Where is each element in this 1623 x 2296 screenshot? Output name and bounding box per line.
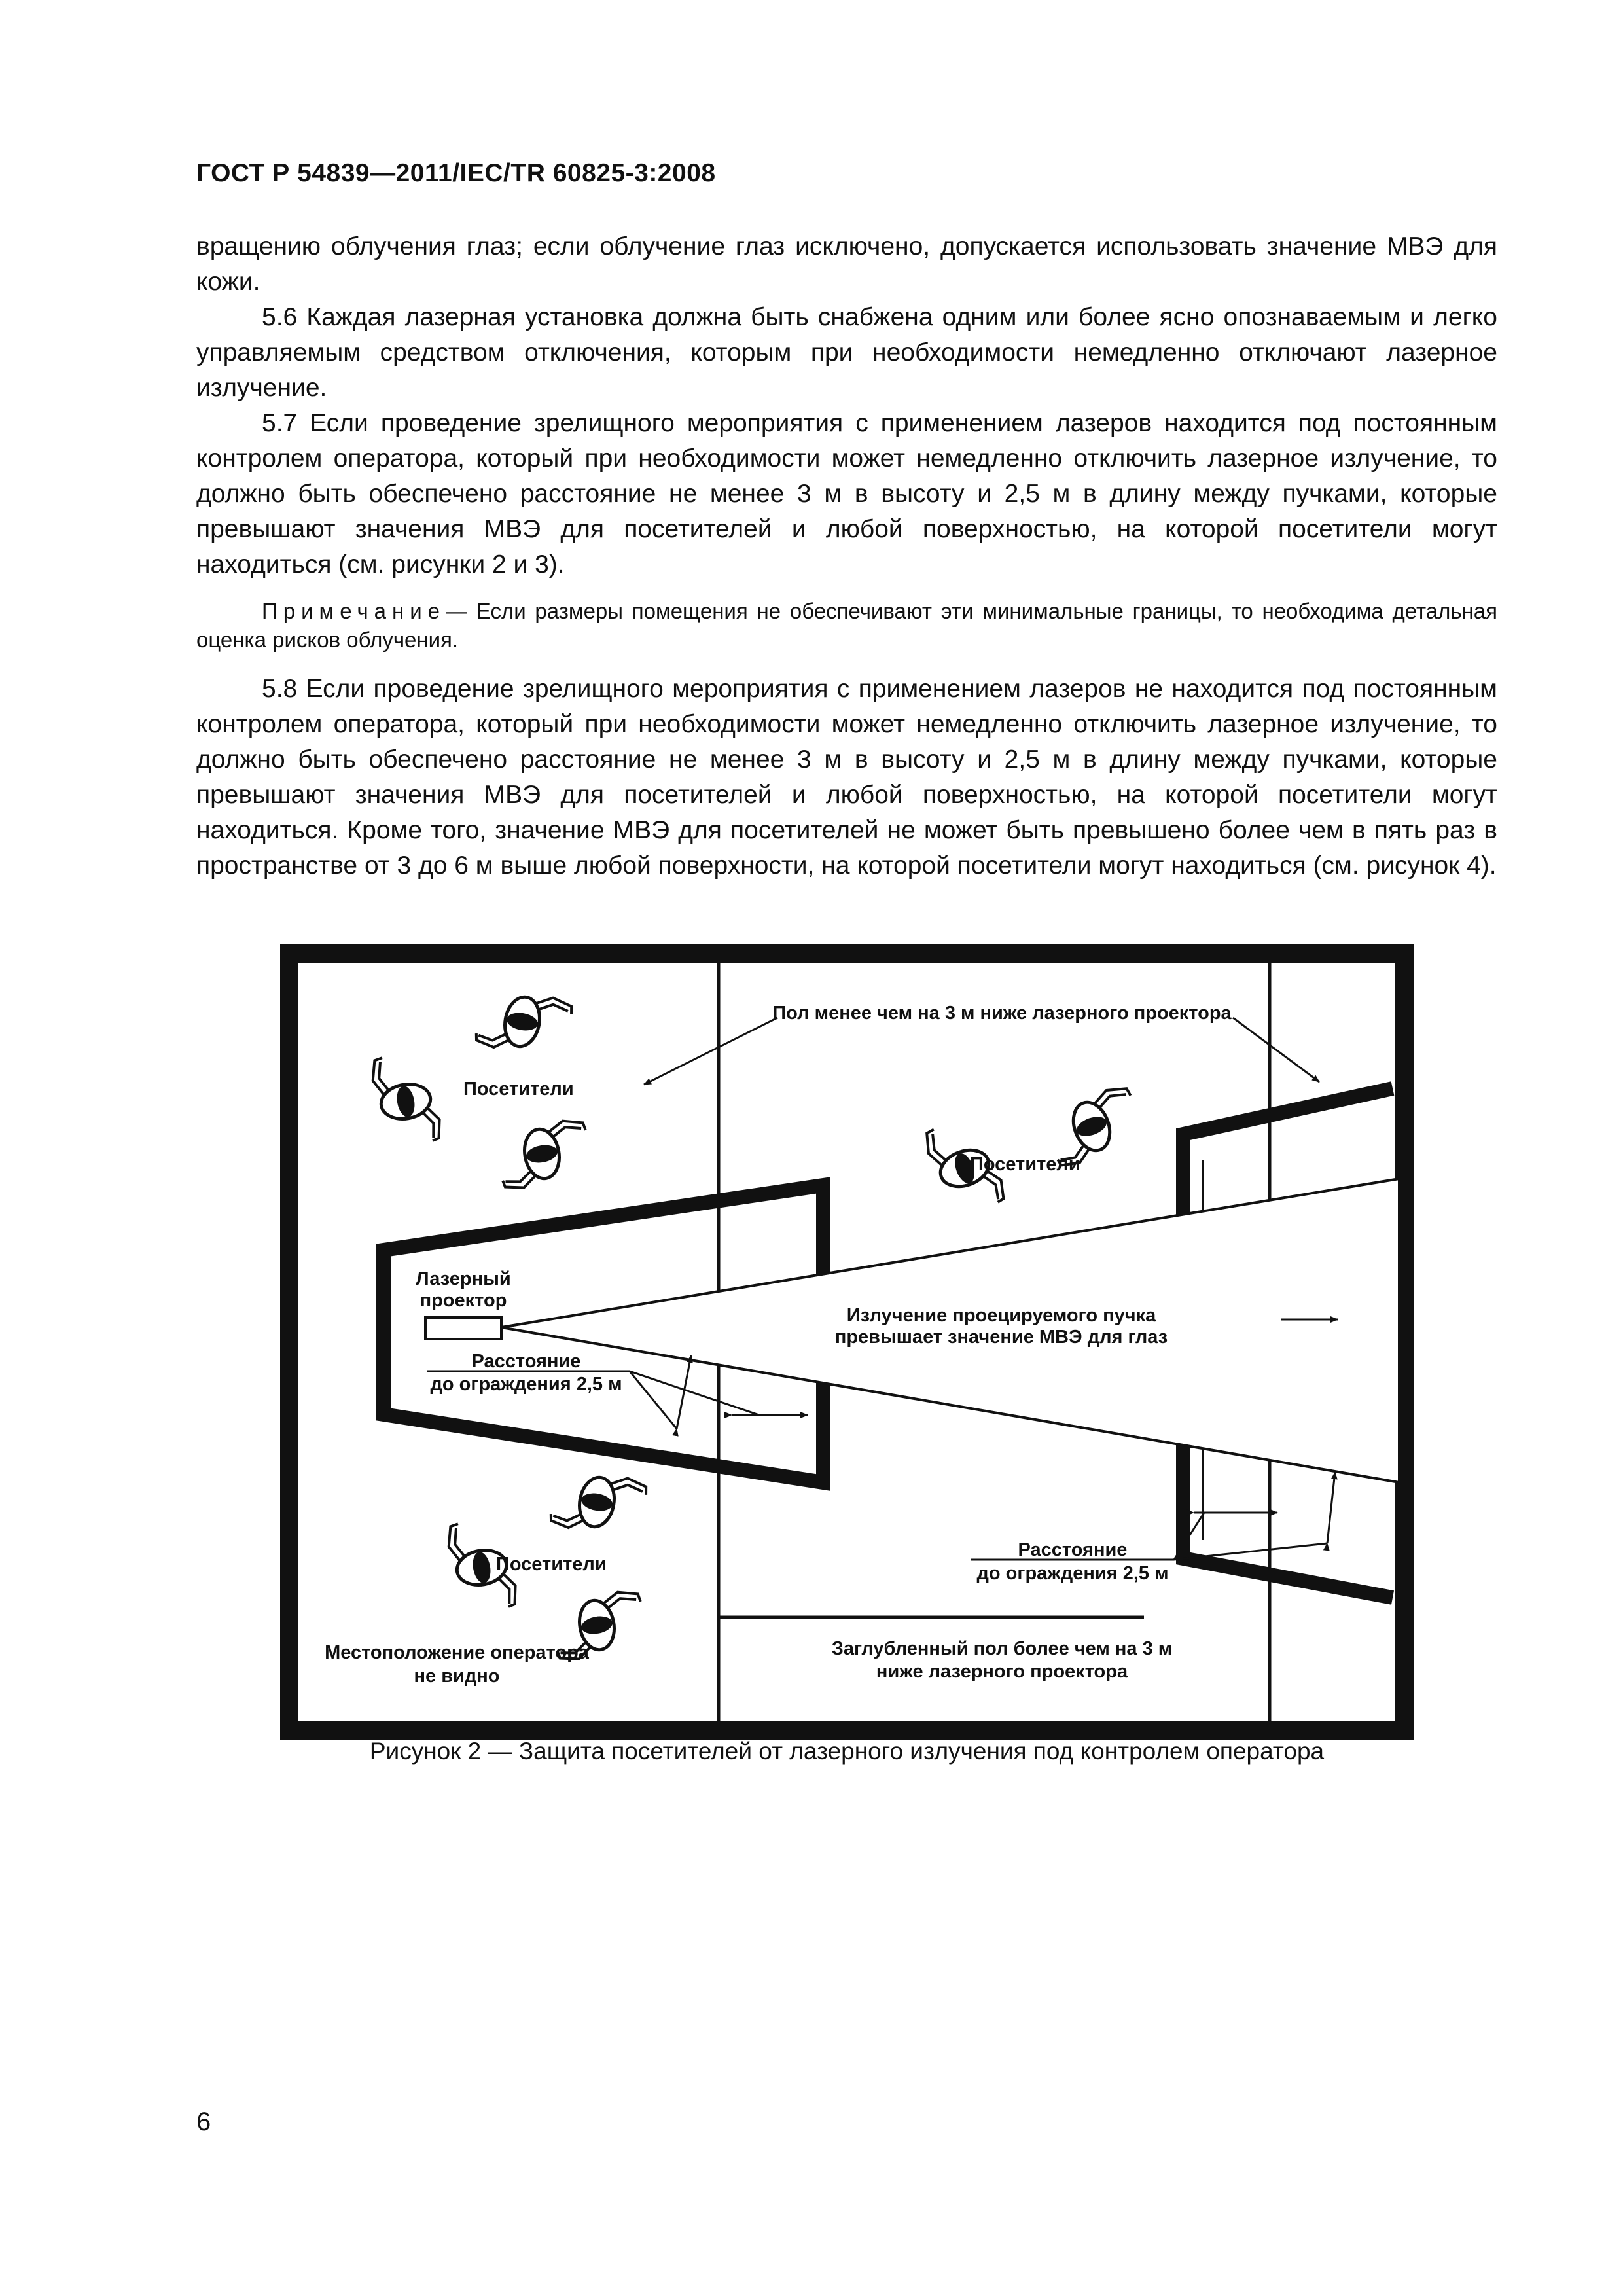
note-text: — Если размеры помещения не обеспечивают эти минимальные границы, то необходима детальная оценка рисков облучения. xyxy=(196,599,1497,652)
figure-diagram xyxy=(280,944,1414,1740)
paragraph-5-8: 5.8 Если проведение зрелищного мероприятия с применением лазеров не находится под постоянным контролем оператора, который при необходимости может немедленно отключить лазерное излучение, то должно быть обеспечено расстояние не менее 3 м в высоту и 2,5 м в длину между пучками, которые превышают значения МВЭ для посетителей и любой поверхностью, на которой посетители могут находиться. Кроме того, значение МВЭ для посетителей не может быть превышено более чем в пять раз в пространстве от 3 до 6 м выше любой поверхности, на которой посетители могут находиться (см. рисунок 4). xyxy=(196,675,1497,880)
floor-label-leader-right xyxy=(1233,1018,1319,1082)
floor-label-leader-left xyxy=(644,1018,777,1085)
projector-box xyxy=(425,1318,501,1339)
beam-label-line1: Излучение проецируемого пучка xyxy=(846,1305,1156,1326)
paragraph-continuation: вращению облучения глаз; если облучение глаз исключено, допускается использовать значение МВЭ для кожи. xyxy=(196,232,1497,296)
projector-label-line2: проектор xyxy=(419,1290,507,1311)
sunken-floor-line2: ниже лазерного проектора xyxy=(876,1661,1128,1682)
distance-right-line1: Расстояние xyxy=(1018,1539,1128,1560)
note xyxy=(196,597,1497,655)
beam-label-line2: превышает значение МВЭ для глаз xyxy=(834,1327,1168,1348)
distance-right-line2: до ограждения 2,5 м xyxy=(976,1563,1169,1584)
distance-left-line1: Расстояние xyxy=(471,1351,581,1372)
note-label: Примечание xyxy=(262,599,446,623)
figure-2 xyxy=(280,944,1414,1740)
projector-label-line1: Лазерный xyxy=(416,1268,511,1289)
figure-caption: Рисунок 2 — Защита посетителей от лазерного излучения под контролем оператора xyxy=(369,1738,1325,1765)
paragraph-5-6: 5.6 Каждая лазерная установка должна быть снабжена одним или более ясно опознаваемым и легко управляемым средством отключения, которым при необходимости немедленно отключают лазерное излучение. xyxy=(196,303,1497,402)
operator-label-line2: не видно xyxy=(414,1666,500,1687)
visitors-label-1: Посетители xyxy=(463,1079,574,1100)
visitors-label-2: Посетители xyxy=(970,1154,1080,1175)
floor-label: Пол менее чем на 3 м ниже лазерного проектора xyxy=(772,1003,1232,1024)
document-header: ГОСТ Р 54839—2011/IEC/TR 60825-3:2008 xyxy=(196,159,716,187)
visitors-label-3: Посетители xyxy=(496,1554,607,1575)
person-icon xyxy=(494,1117,594,1191)
paragraph-5-7: 5.7 Если проведение зрелищного мероприятия с применением лазеров находится под постоянным контролем оператора, который при необходимости может немедленно отключить лазерное излучение, то должно быть обеспечено расстояние не менее 3 м в высоту и 2,5 м в длину между пучками, которые превышают значения МВЭ для посетителей и любой поверхностью, на которой посетители могут находиться (см. рисунки 2 и 3). xyxy=(196,409,1497,579)
body-text xyxy=(196,229,1497,884)
distance-leader-right-2 xyxy=(1174,1543,1327,1560)
distance-leader-left-1 xyxy=(630,1371,759,1415)
distance-left-line2: до ограждения 2,5 м xyxy=(430,1374,622,1395)
page-number: 6 xyxy=(196,2108,211,2136)
person-icon xyxy=(369,1050,443,1149)
person-icon xyxy=(549,1466,649,1540)
person-icon xyxy=(474,986,574,1060)
distance-arrow-right-vertical xyxy=(1327,1472,1335,1543)
operator-label-line1: Местоположение оператора xyxy=(325,1642,589,1663)
sunken-floor-line1: Заглубленный пол более чем на 3 м xyxy=(831,1638,1173,1659)
